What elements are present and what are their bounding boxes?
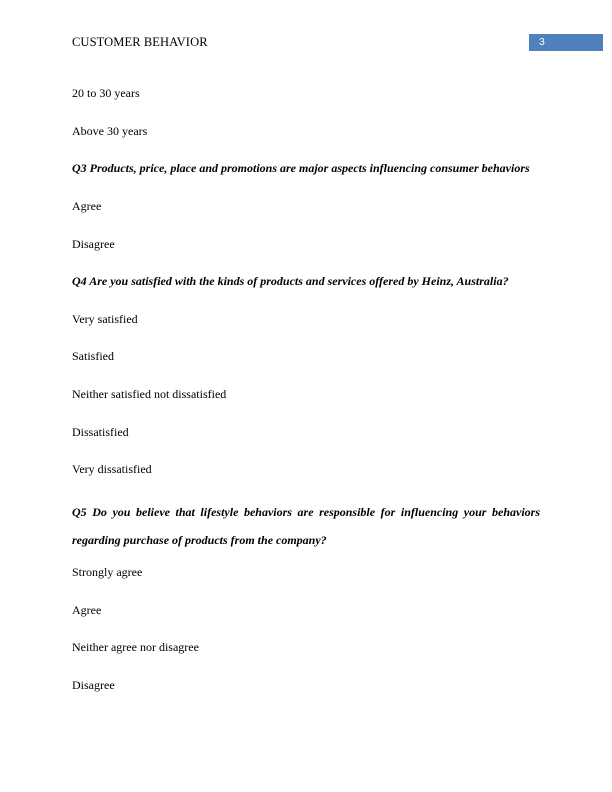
q5-option: Strongly agree <box>72 565 143 579</box>
page-number-badge <box>529 34 603 51</box>
q4-option: Very satisfied <box>72 312 138 326</box>
q3-question: Q3 Products, price, place and promotions are major aspects influencing consumer behaviors <box>72 161 530 175</box>
q5-option: Agree <box>72 603 102 617</box>
q5-option: Disagree <box>72 678 115 692</box>
q3-option: Agree <box>72 199 102 213</box>
q2-option: Above 30 years <box>72 124 148 138</box>
q4-question: Q4 Are you satisfied with the kinds of products and services offered by Heinz, Australia? <box>72 274 509 288</box>
q3-option: Disagree <box>72 237 115 251</box>
q4-option: Satisfied <box>72 349 114 363</box>
q4-option: Very dissatisfied <box>72 462 152 476</box>
running-header: CUSTOMER BEHAVIOR <box>72 35 208 49</box>
page-number: 3 <box>539 36 545 48</box>
q2-option: 20 to 30 years <box>72 86 140 100</box>
q4-option: Neither satisfied not dissatisfied <box>72 387 227 401</box>
q4-option: Dissatisfied <box>72 425 129 439</box>
q5-option: Neither agree nor disagree <box>72 640 199 654</box>
q5-question: Q5 Do you believe that lifestyle behaviors are responsible for influencing your behaviors regarding purchase of products from the company? <box>72 505 540 547</box>
